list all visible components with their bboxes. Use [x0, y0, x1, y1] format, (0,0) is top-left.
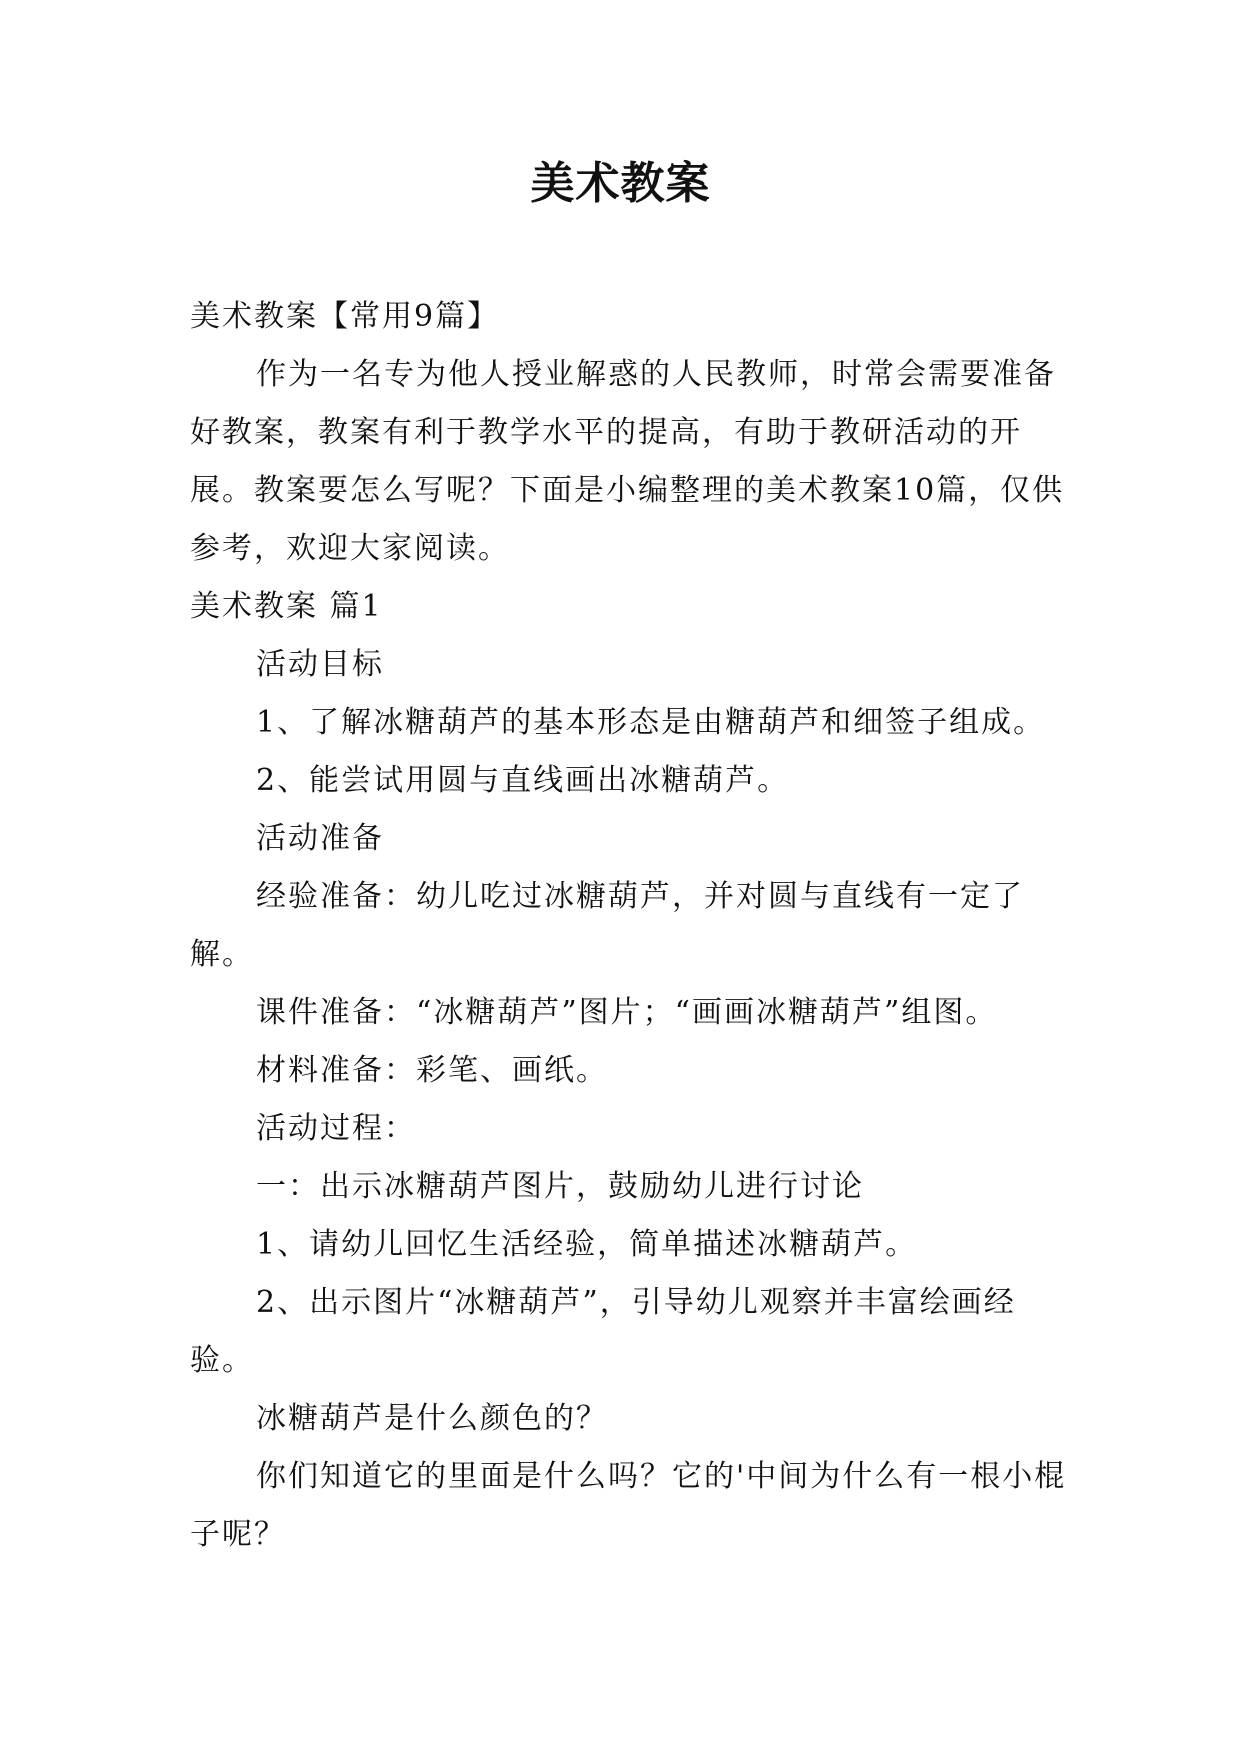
- section-heading: 美术教案 篇1: [190, 589, 383, 624]
- document-body: [190, 288, 1070, 1564]
- goal-item-2: 2、能尝试用圆与直线画出冰糖葫芦。: [256, 763, 790, 798]
- activity-goals-heading: 活动目标: [256, 647, 384, 682]
- intro-paragraph: 作为一名专为他人授业解惑的人民教师，时常会需要准备好教案，教案有利于教学水平的提高，有助于教研活动的开展。教案要怎么写呢？下面是小编整理的美术教案10篇，仅供参考，欢迎大家阅读。: [190, 357, 1065, 566]
- activity-process-heading: 活动过程：: [256, 1111, 416, 1146]
- activity-preparation-heading: 活动准备: [256, 821, 384, 856]
- material-preparation: 材料准备：彩笔、画纸。: [256, 1053, 608, 1088]
- question-color: 冰糖葫芦是什么颜色的？: [256, 1401, 608, 1436]
- goal-item-1: 1、了解冰糖葫芦的基本形态是由糖葫芦和细签子组成。: [256, 705, 1046, 740]
- courseware-preparation: 课件准备：“冰糖葫芦”图片；“画画冰糖葫芦”组图。: [256, 995, 998, 1030]
- experience-preparation: 经验准备：幼儿吃过冰糖葫芦，并对圆与直线有一定了解。: [190, 879, 1024, 972]
- process-item-2: 2、出示图片“冰糖葫芦”，引导幼儿观察并丰富绘画经验。: [190, 1285, 1016, 1378]
- process-item-1: 1、请幼儿回忆生活经验，简单描述冰糖葫芦。: [256, 1227, 918, 1262]
- question-inside: 你们知道它的里面是什么吗？它的'中间为什么有一根小棍子呢？: [190, 1459, 1067, 1552]
- process-step-1: 一：出示冰糖葫芦图片，鼓励幼儿进行讨论: [256, 1169, 864, 1204]
- subtitle-line: 美术教案【常用9篇】: [190, 299, 500, 334]
- document-title: 美术教案: [530, 158, 711, 209]
